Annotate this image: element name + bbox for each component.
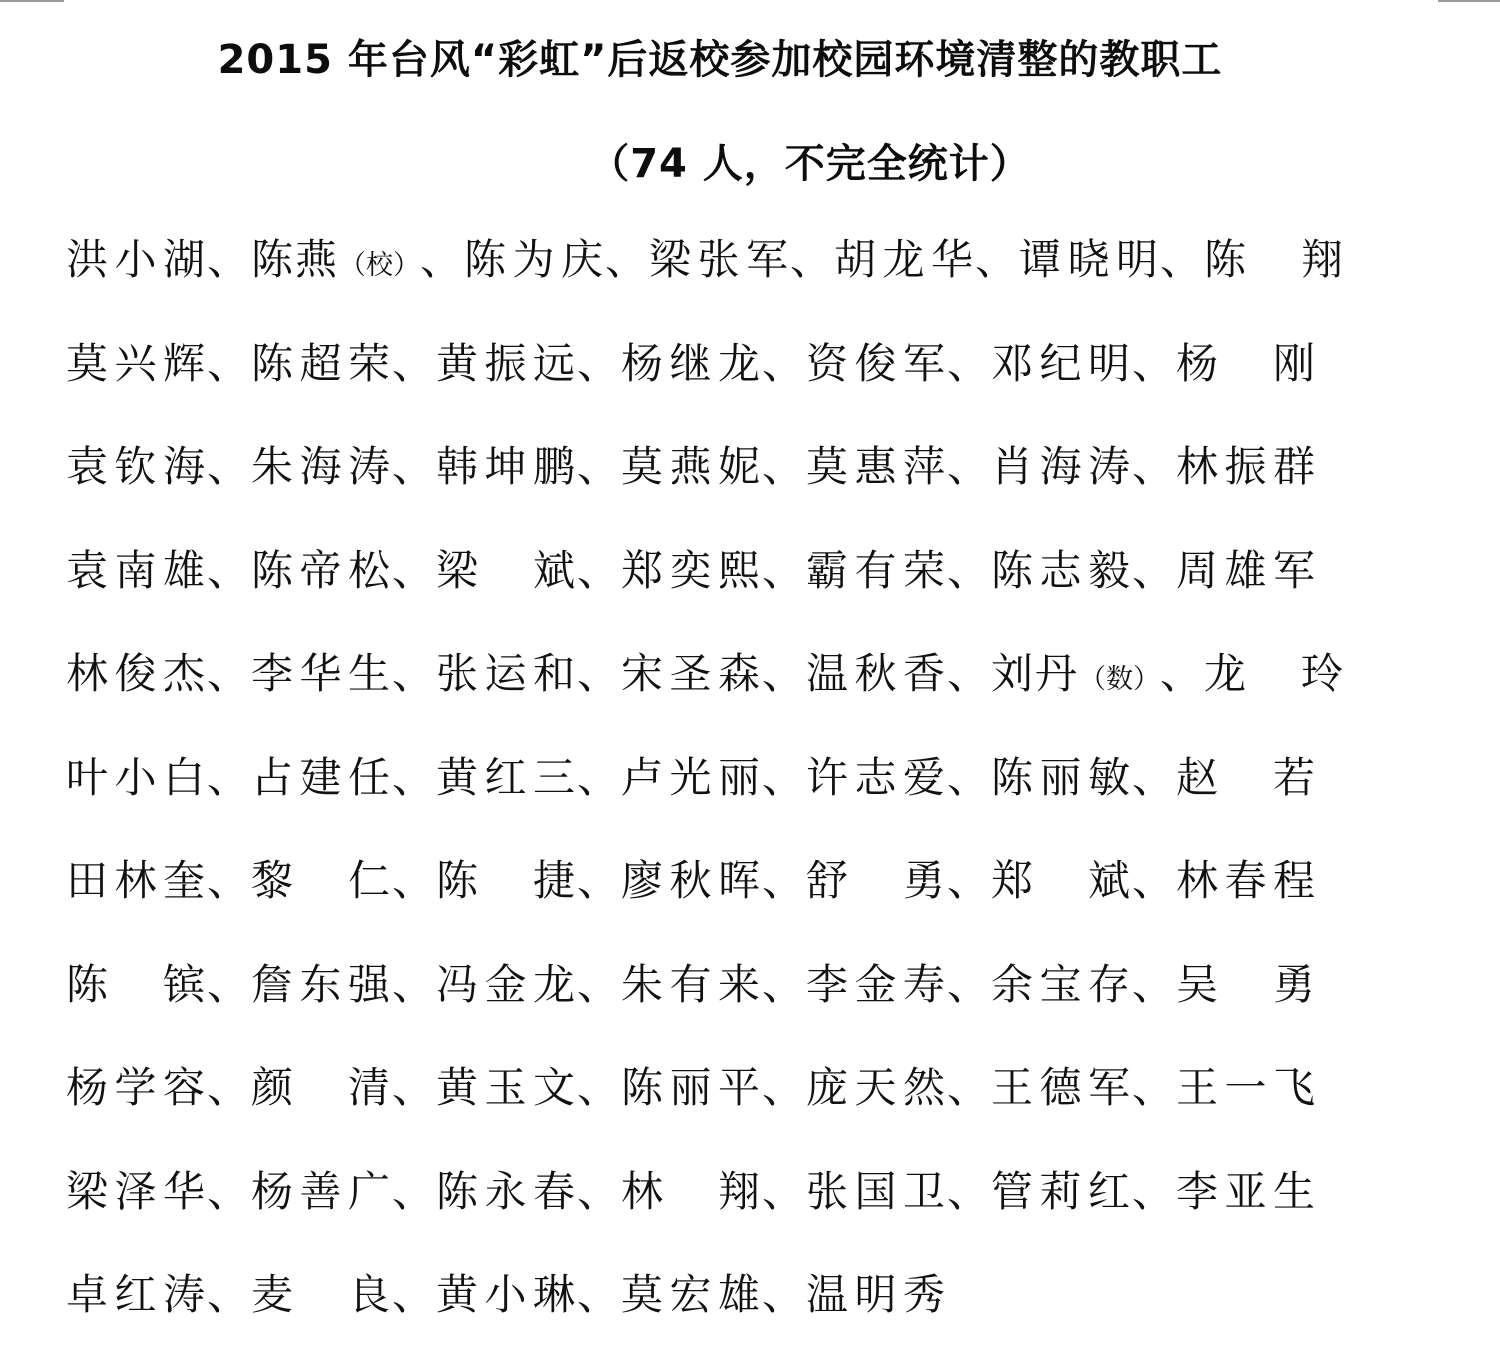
staff-name: 黎 仁 bbox=[251, 856, 392, 905]
name-row bbox=[66, 748, 1366, 852]
staff-name-entry bbox=[621, 955, 806, 1015]
staff-name-entry bbox=[251, 1162, 436, 1222]
staff-name-entry bbox=[991, 334, 1176, 394]
staff-name: 陈超荣 bbox=[251, 338, 392, 388]
staff-name: 陈为庆 bbox=[464, 235, 606, 284]
list-separator: 、 bbox=[207, 442, 252, 491]
staff-name-entry bbox=[806, 851, 991, 911]
list-separator: 、 bbox=[1132, 545, 1177, 595]
list-separator: 、 bbox=[975, 235, 1020, 284]
staff-name-entry bbox=[251, 541, 436, 601]
staff-name-entry bbox=[621, 748, 806, 808]
staff-name-entry bbox=[251, 955, 436, 1015]
name-row bbox=[66, 644, 1366, 748]
staff-name-entry bbox=[1176, 437, 1317, 497]
staff-name-entry bbox=[621, 644, 806, 704]
staff-name: 郑 斌 bbox=[991, 856, 1132, 905]
staff-name: 宋圣森 bbox=[621, 649, 762, 698]
staff-name-entry bbox=[66, 437, 251, 497]
list-separator: 、 bbox=[392, 1063, 437, 1112]
staff-name: 颜 清 bbox=[251, 1063, 392, 1112]
staff-name-entry bbox=[806, 1058, 991, 1118]
staff-name: 洪小湖 bbox=[66, 235, 207, 284]
staff-name: 陈燕 bbox=[251, 235, 340, 284]
staff-name: 杨善广 bbox=[251, 1166, 392, 1216]
staff-name: 卓红涛 bbox=[66, 1270, 207, 1319]
staff-name: 许志爱 bbox=[806, 752, 947, 802]
list-separator: 、 bbox=[762, 442, 807, 491]
staff-name: 杨学容 bbox=[66, 1063, 207, 1112]
staff-name-entry bbox=[806, 334, 991, 394]
list-separator: 、 bbox=[577, 752, 622, 802]
staff-name: 陈 镔 bbox=[66, 959, 207, 1009]
list-separator: 、 bbox=[207, 752, 252, 802]
staff-name: 温秋香 bbox=[806, 649, 947, 698]
list-separator: 、 bbox=[762, 856, 807, 905]
name-row bbox=[66, 851, 1366, 955]
staff-name-entry bbox=[251, 230, 464, 296]
list-separator: 、 bbox=[762, 338, 807, 388]
staff-name-entry bbox=[806, 1265, 947, 1325]
staff-name-entry bbox=[1019, 230, 1204, 290]
staff-name-entry bbox=[991, 437, 1176, 497]
staff-name: 梁泽华 bbox=[66, 1166, 207, 1216]
staff-name-entry bbox=[1176, 748, 1317, 808]
list-separator: 、 bbox=[1132, 1166, 1177, 1216]
list-separator: 、 bbox=[392, 959, 437, 1009]
list-separator: 、 bbox=[1132, 1063, 1177, 1112]
list-separator: 、 bbox=[207, 545, 252, 595]
staff-name-entry bbox=[621, 541, 806, 601]
list-separator: 、 bbox=[762, 752, 807, 802]
staff-name-entry bbox=[806, 644, 991, 704]
staff-name: 林春程 bbox=[1176, 856, 1317, 905]
staff-name-entry bbox=[1176, 1058, 1317, 1118]
list-separator: 、 bbox=[392, 752, 437, 802]
list-separator: 、 bbox=[762, 545, 807, 595]
staff-name: 刘丹 bbox=[991, 649, 1080, 698]
list-separator: 、 bbox=[577, 959, 622, 1009]
staff-name-entry bbox=[436, 851, 621, 911]
staff-name: 梁张军 bbox=[649, 235, 791, 284]
staff-name-entry bbox=[66, 1058, 251, 1118]
staff-name: 麦 良 bbox=[251, 1270, 392, 1319]
staff-name: 张运和 bbox=[436, 649, 577, 698]
staff-name: 林振群 bbox=[1176, 442, 1317, 491]
name-row bbox=[66, 1265, 1366, 1369]
staff-name-entry bbox=[436, 437, 621, 497]
name-row bbox=[66, 437, 1366, 541]
staff-name: 陈志毅 bbox=[991, 545, 1132, 595]
list-separator: 、 bbox=[1160, 235, 1205, 284]
list-separator: 、 bbox=[420, 235, 465, 284]
staff-name: 廖秋晖 bbox=[621, 856, 762, 905]
staff-name: 莫兴辉 bbox=[66, 338, 207, 388]
staff-name: 莫惠萍 bbox=[806, 442, 947, 491]
list-separator: 、 bbox=[947, 649, 992, 698]
staff-name-entry bbox=[621, 437, 806, 497]
staff-name: 李亚生 bbox=[1176, 1166, 1317, 1216]
staff-name: 陈丽平 bbox=[621, 1063, 762, 1112]
list-separator: 、 bbox=[1160, 649, 1205, 698]
staff-name: 周雄军 bbox=[1176, 545, 1317, 595]
staff-name: 叶小白 bbox=[66, 752, 207, 802]
staff-name: 梁 斌 bbox=[436, 545, 577, 595]
staff-name: 黄玉文 bbox=[436, 1063, 577, 1112]
staff-name-entry bbox=[251, 1265, 436, 1325]
staff-name-entry bbox=[66, 1265, 251, 1325]
staff-name: 胡龙华 bbox=[834, 235, 976, 284]
staff-name-entry bbox=[1176, 541, 1317, 601]
staff-name-entry bbox=[436, 1265, 621, 1325]
staff-name-entry bbox=[1176, 334, 1317, 394]
staff-name-entry bbox=[806, 1162, 991, 1222]
staff-name-entry bbox=[991, 748, 1176, 808]
staff-name: 詹东强 bbox=[251, 959, 392, 1009]
list-separator: 、 bbox=[1132, 442, 1177, 491]
staff-name-entry bbox=[621, 1162, 806, 1222]
list-separator: 、 bbox=[762, 1063, 807, 1112]
staff-name-entry bbox=[436, 748, 621, 808]
staff-name-entry bbox=[66, 1162, 251, 1222]
list-separator: 、 bbox=[207, 856, 252, 905]
staff-name-entry bbox=[806, 955, 991, 1015]
staff-name-entry bbox=[66, 748, 251, 808]
list-separator: 、 bbox=[1132, 752, 1177, 802]
staff-name: 温明秀 bbox=[806, 1270, 947, 1319]
staff-name: 杨 刚 bbox=[1176, 338, 1317, 388]
staff-name-entry bbox=[251, 437, 436, 497]
staff-name: 朱海涛 bbox=[251, 442, 392, 491]
staff-name-entry bbox=[621, 851, 806, 911]
staff-name: 谭晓明 bbox=[1019, 235, 1161, 284]
list-separator: 、 bbox=[577, 649, 622, 698]
staff-name: 林 翔 bbox=[621, 1166, 762, 1216]
list-separator: 、 bbox=[207, 649, 252, 698]
name-row bbox=[66, 1162, 1366, 1266]
list-separator: 、 bbox=[762, 1270, 807, 1319]
list-separator: 、 bbox=[947, 442, 992, 491]
staff-name-entry bbox=[436, 955, 621, 1015]
staff-name: 袁钦海 bbox=[66, 442, 207, 491]
staff-name-entry bbox=[991, 644, 1204, 710]
list-separator: 、 bbox=[1132, 959, 1177, 1009]
staff-name-entry bbox=[834, 230, 1019, 290]
name-row bbox=[66, 230, 1366, 334]
list-separator: 、 bbox=[577, 1063, 622, 1112]
list-separator: 、 bbox=[947, 1166, 992, 1216]
list-separator: 、 bbox=[207, 235, 252, 284]
staff-name-entry bbox=[251, 851, 436, 911]
staff-name: 陈丽敏 bbox=[991, 752, 1132, 802]
staff-name: 李金寿 bbox=[806, 959, 947, 1009]
staff-name-entry bbox=[66, 851, 251, 911]
staff-name-entry bbox=[66, 644, 251, 704]
staff-name-entry bbox=[806, 748, 991, 808]
staff-name: 霸有荣 bbox=[806, 545, 947, 595]
staff-name-entry bbox=[66, 334, 251, 394]
list-separator: 、 bbox=[392, 649, 437, 698]
staff-name: 龙 玲 bbox=[1204, 649, 1346, 698]
list-separator: 、 bbox=[392, 1270, 437, 1319]
staff-name-entry bbox=[1176, 955, 1317, 1015]
staff-name-entry bbox=[251, 748, 436, 808]
list-separator: 、 bbox=[947, 1063, 992, 1112]
staff-name-entry bbox=[991, 1058, 1176, 1118]
staff-name: 余宝存 bbox=[991, 959, 1132, 1009]
staff-name: 邓纪明 bbox=[991, 338, 1132, 388]
list-separator: 、 bbox=[207, 1166, 252, 1216]
list-separator: 、 bbox=[207, 1270, 252, 1319]
name-row bbox=[66, 334, 1366, 438]
staff-name: 陈 捷 bbox=[436, 856, 577, 905]
name-row bbox=[66, 955, 1366, 1059]
staff-name: 陈帝松 bbox=[251, 545, 392, 595]
staff-name-entry bbox=[1204, 230, 1345, 290]
staff-name: 田林奎 bbox=[66, 856, 207, 905]
list-separator: 、 bbox=[207, 338, 252, 388]
staff-name-entry bbox=[66, 955, 251, 1015]
staff-name: 赵 若 bbox=[1176, 752, 1317, 802]
staff-name-entry bbox=[436, 1058, 621, 1118]
staff-name-entry bbox=[806, 437, 991, 497]
list-separator: 、 bbox=[577, 442, 622, 491]
staff-name: 袁南雄 bbox=[66, 545, 207, 595]
list-separator: 、 bbox=[1132, 338, 1177, 388]
document-title: 2015 年台风“彩虹”后返校参加校园环境清整的教职工 bbox=[217, 37, 1223, 83]
name-row bbox=[66, 541, 1366, 645]
staff-name: 黄红三 bbox=[436, 752, 577, 802]
name-row bbox=[66, 1058, 1366, 1162]
staff-name: 张国卫 bbox=[806, 1166, 947, 1216]
staff-name: 郑奕熙 bbox=[621, 545, 762, 595]
staff-name-entry bbox=[991, 541, 1176, 601]
list-separator: 、 bbox=[207, 959, 252, 1009]
list-separator: 、 bbox=[947, 856, 992, 905]
staff-name: 肖海涛 bbox=[991, 442, 1132, 491]
staff-name-entry bbox=[436, 644, 621, 704]
staff-name-entry bbox=[436, 1162, 621, 1222]
staff-name-entry bbox=[991, 851, 1176, 911]
department-note: （数） bbox=[1079, 664, 1161, 695]
list-separator: 、 bbox=[762, 959, 807, 1009]
staff-name-entry bbox=[991, 955, 1176, 1015]
staff-name-entry bbox=[66, 230, 251, 290]
staff-name: 卢光丽 bbox=[621, 752, 762, 802]
department-note: （校） bbox=[339, 250, 421, 281]
staff-name-entry bbox=[66, 541, 251, 601]
list-separator: 、 bbox=[392, 545, 437, 595]
staff-name-entry bbox=[1204, 644, 1345, 704]
page-margin-mark-left bbox=[0, 0, 64, 2]
staff-name-entry bbox=[1176, 851, 1317, 911]
list-separator: 、 bbox=[790, 235, 835, 284]
staff-name: 舒 勇 bbox=[806, 856, 947, 905]
staff-name: 林俊杰 bbox=[66, 649, 207, 698]
staff-name-entry bbox=[251, 644, 436, 704]
staff-name: 莫宏雄 bbox=[621, 1270, 762, 1319]
staff-name: 黄振远 bbox=[436, 338, 577, 388]
list-separator: 、 bbox=[577, 1166, 622, 1216]
list-separator: 、 bbox=[392, 1166, 437, 1216]
staff-name: 王德军 bbox=[991, 1063, 1132, 1112]
staff-name-entry bbox=[251, 334, 436, 394]
staff-name: 吴 勇 bbox=[1176, 959, 1317, 1009]
staff-name-entry bbox=[1176, 1162, 1317, 1222]
staff-name: 陈永春 bbox=[436, 1166, 577, 1216]
staff-name: 冯金龙 bbox=[436, 959, 577, 1009]
staff-name-entry bbox=[436, 334, 621, 394]
staff-name-list bbox=[66, 230, 1366, 1369]
list-separator: 、 bbox=[577, 545, 622, 595]
staff-name: 资俊军 bbox=[806, 338, 947, 388]
staff-name: 朱有来 bbox=[621, 959, 762, 1009]
list-separator: 、 bbox=[605, 235, 650, 284]
list-separator: 、 bbox=[947, 545, 992, 595]
list-separator: 、 bbox=[947, 752, 992, 802]
list-separator: 、 bbox=[392, 856, 437, 905]
staff-name: 韩坤鹏 bbox=[436, 442, 577, 491]
staff-name-entry bbox=[621, 1058, 806, 1118]
staff-name: 黄小琳 bbox=[436, 1270, 577, 1319]
staff-name: 陈 翔 bbox=[1204, 235, 1346, 284]
staff-name: 杨继龙 bbox=[621, 338, 762, 388]
staff-name: 管莉红 bbox=[991, 1166, 1132, 1216]
staff-name-entry bbox=[806, 541, 991, 601]
list-separator: 、 bbox=[762, 1166, 807, 1216]
staff-name: 王一飞 bbox=[1176, 1063, 1317, 1112]
list-separator: 、 bbox=[577, 856, 622, 905]
document-subtitle: （74 人，不完全统计） bbox=[589, 141, 1031, 187]
staff-name-entry bbox=[649, 230, 834, 290]
list-separator: 、 bbox=[392, 442, 437, 491]
list-separator: 、 bbox=[392, 338, 437, 388]
list-separator: 、 bbox=[207, 1063, 252, 1112]
staff-name-entry bbox=[436, 541, 621, 601]
staff-name: 莫燕妮 bbox=[621, 442, 762, 491]
staff-name: 李华生 bbox=[251, 649, 392, 698]
page-margin-mark-right bbox=[1438, 0, 1500, 2]
staff-name-entry bbox=[621, 1265, 806, 1325]
list-separator: 、 bbox=[947, 338, 992, 388]
list-separator: 、 bbox=[577, 1270, 622, 1319]
staff-name-entry bbox=[464, 230, 649, 290]
staff-name-entry bbox=[991, 1162, 1176, 1222]
staff-name-entry bbox=[251, 1058, 436, 1118]
staff-name: 庞天然 bbox=[806, 1063, 947, 1112]
list-separator: 、 bbox=[577, 338, 622, 388]
list-separator: 、 bbox=[947, 959, 992, 1009]
staff-name-entry bbox=[621, 334, 806, 394]
staff-name: 占建任 bbox=[251, 752, 392, 802]
list-separator: 、 bbox=[1132, 856, 1177, 905]
list-separator: 、 bbox=[762, 649, 807, 698]
